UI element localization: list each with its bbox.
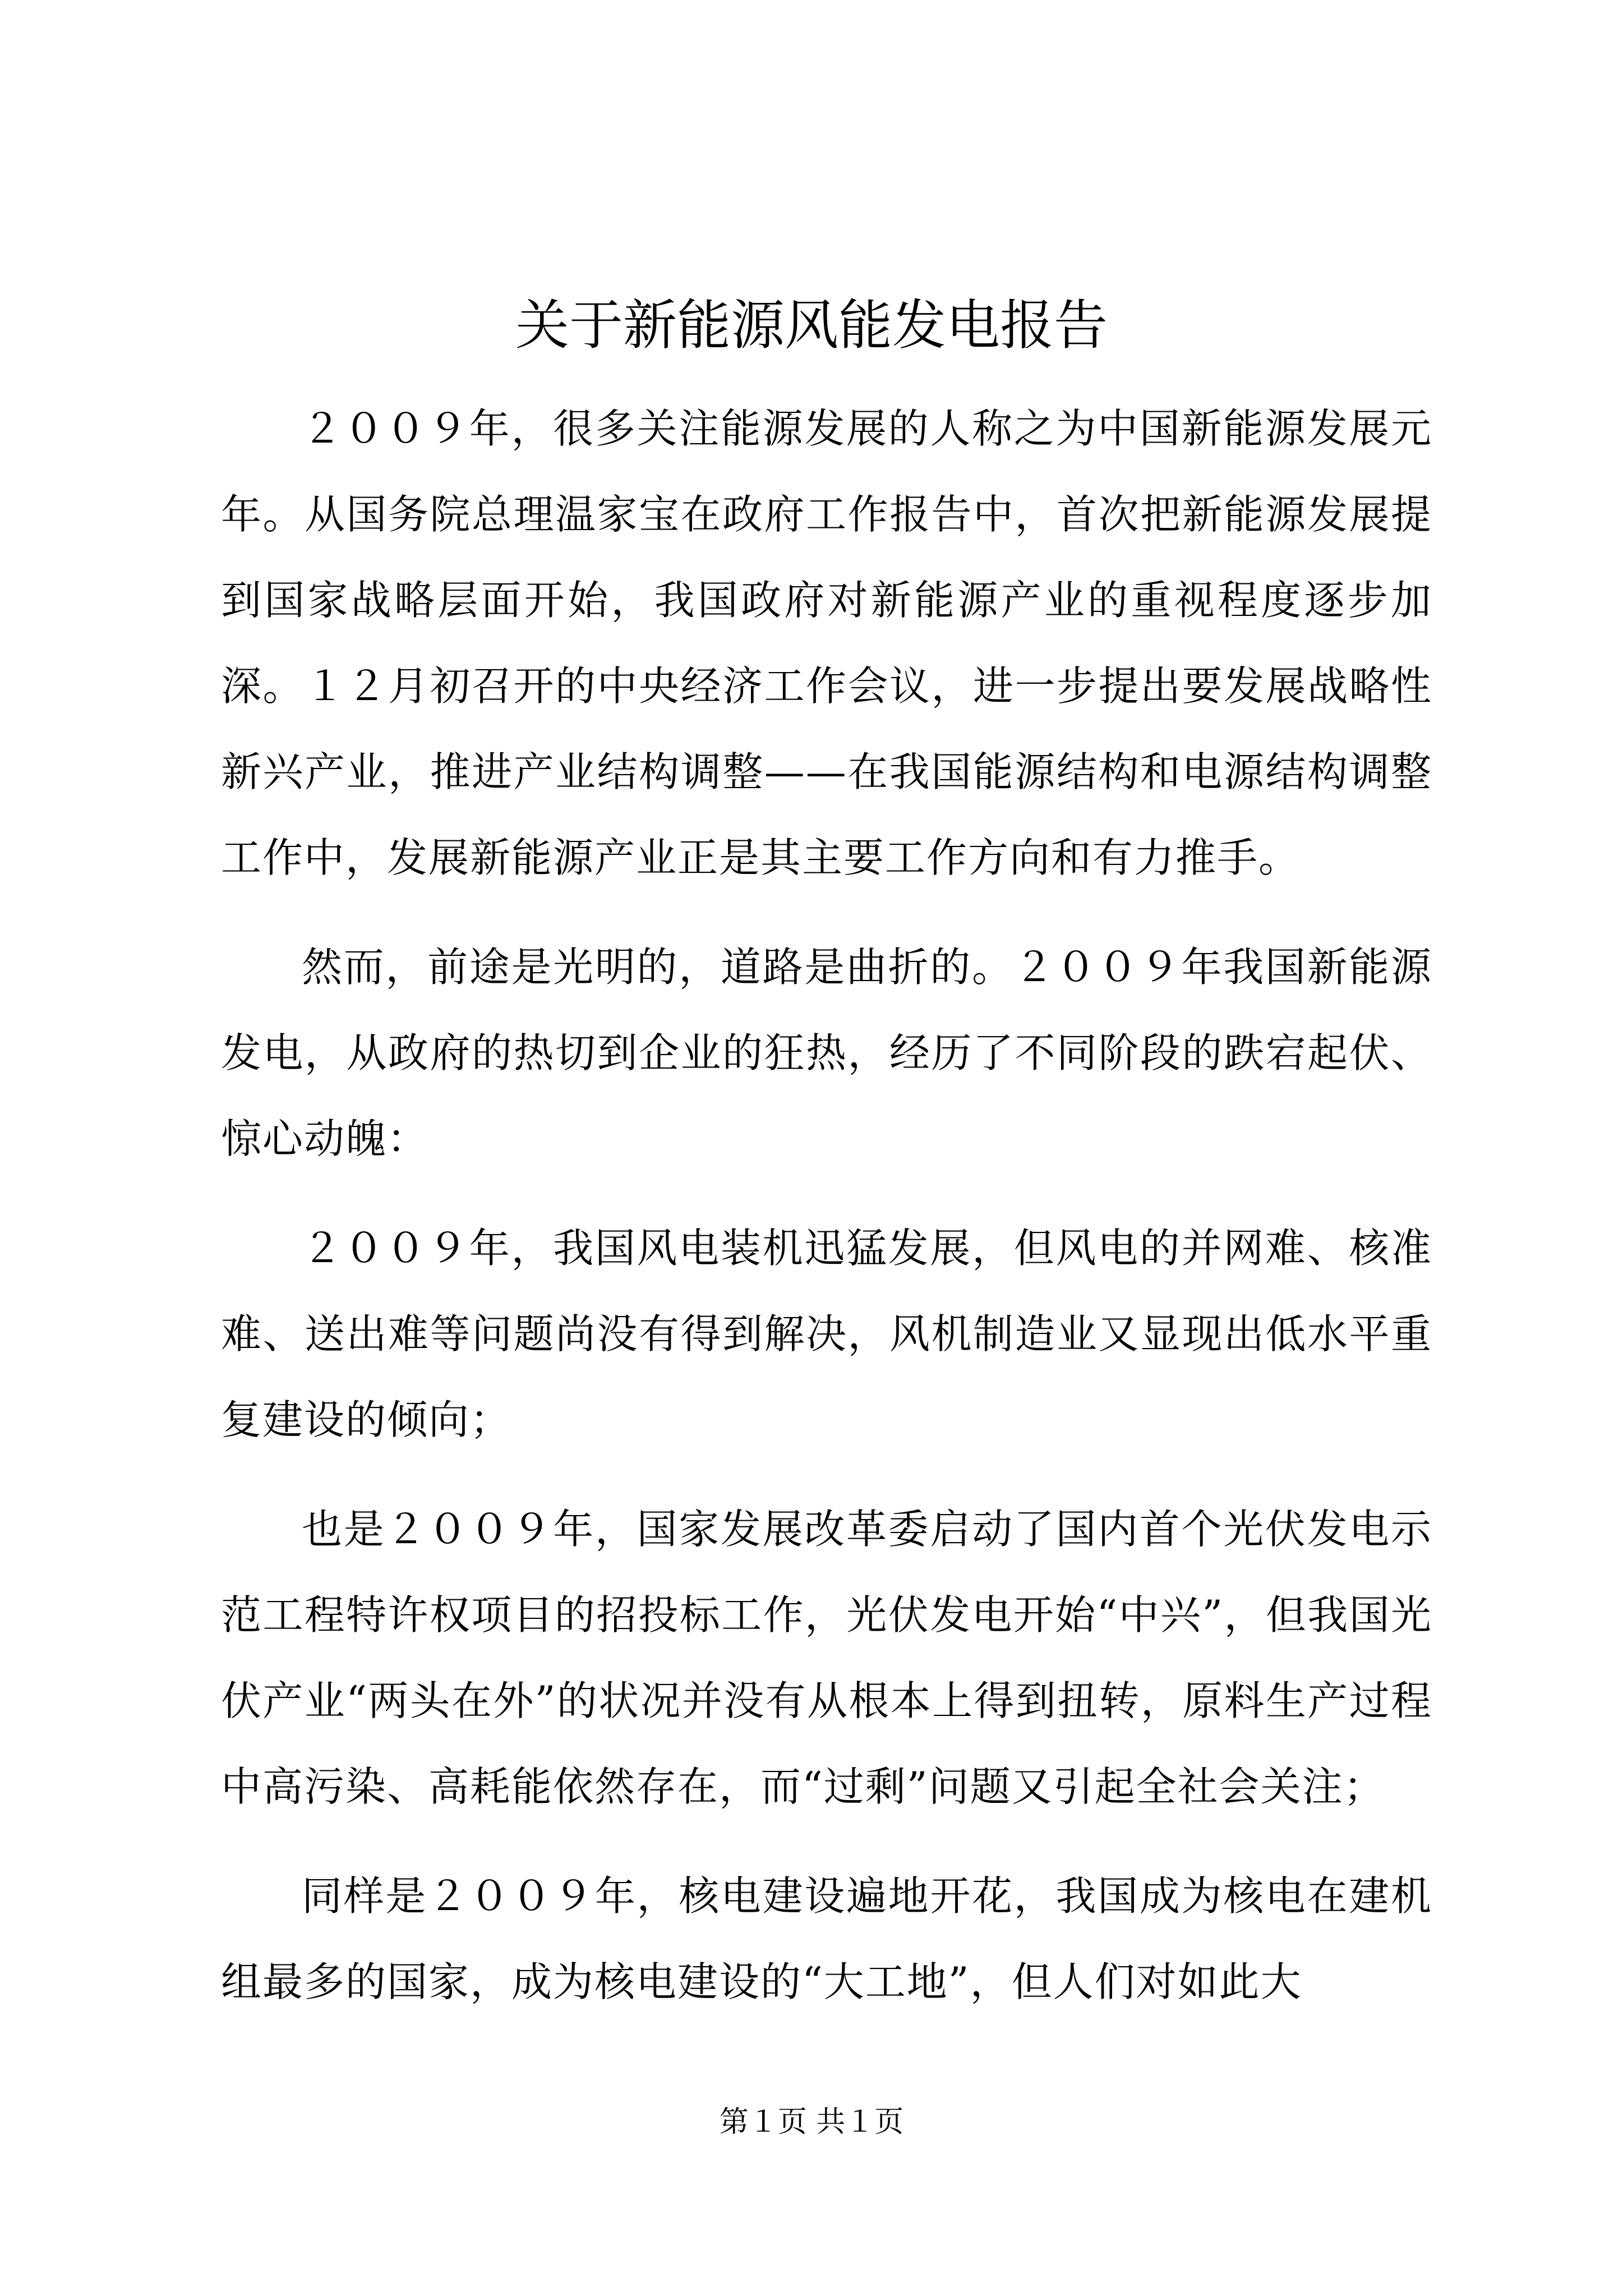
paragraph-1: ２００９年，很多关注能源发展的人称之为中国新能源发展元年。从国务院总理温家宝在政府工作报告中，首次把新能源发展提到国家战略层面开始，我国政府对新能源产业的重视程度逐步加深。１２月初召开的中央经济工作会议，进一步提出要发展战略性新兴产业，推进产业结构调整——在我国能源结构和电源结构调整工作中，发展新能源产业正是其主要工作方向和有力推手。 [221,405,1432,881]
paragraph-4: 也是２００９年，国家发展改革委启动了国内首个光伏发电示范工程特许权项目的招投标工作，光伏发电开始“中兴”，但我国光伏产业“两头在外”的状况并没有从根本上得到扭转，原料生产过程中高污染、高耗能依然存在，而“过剩”问题又引起全社会关注； [221,1506,1432,1810]
paragraph-5: 同样是２００９年，核电建设遍地开花，我国成为核电在建机组最多的国家，成为核电建设的“大工地”，但人们对如此大 [221,1872,1432,2005]
paragraph-2: 然而，前途是光明的，道路是曲折的。２００９年我国新能源发电，从政府的热切到企业的狂热，经历了不同阶段的跌宕起伏、惊心动魄： [221,944,1432,1162]
document-title: 关于新能源风能发电报告 [515,294,1108,357]
paragraph-3: ２００９年，我国风电装机迅猛发展，但风电的并网难、核准难、送出难等问题尚没有得到解决，风机制造业又显现出低水平重复建设的倾向； [221,1225,1432,1443]
page-number-footer: 第１页 共１页 [719,2105,904,2139]
document-body [221,386,1432,2049]
